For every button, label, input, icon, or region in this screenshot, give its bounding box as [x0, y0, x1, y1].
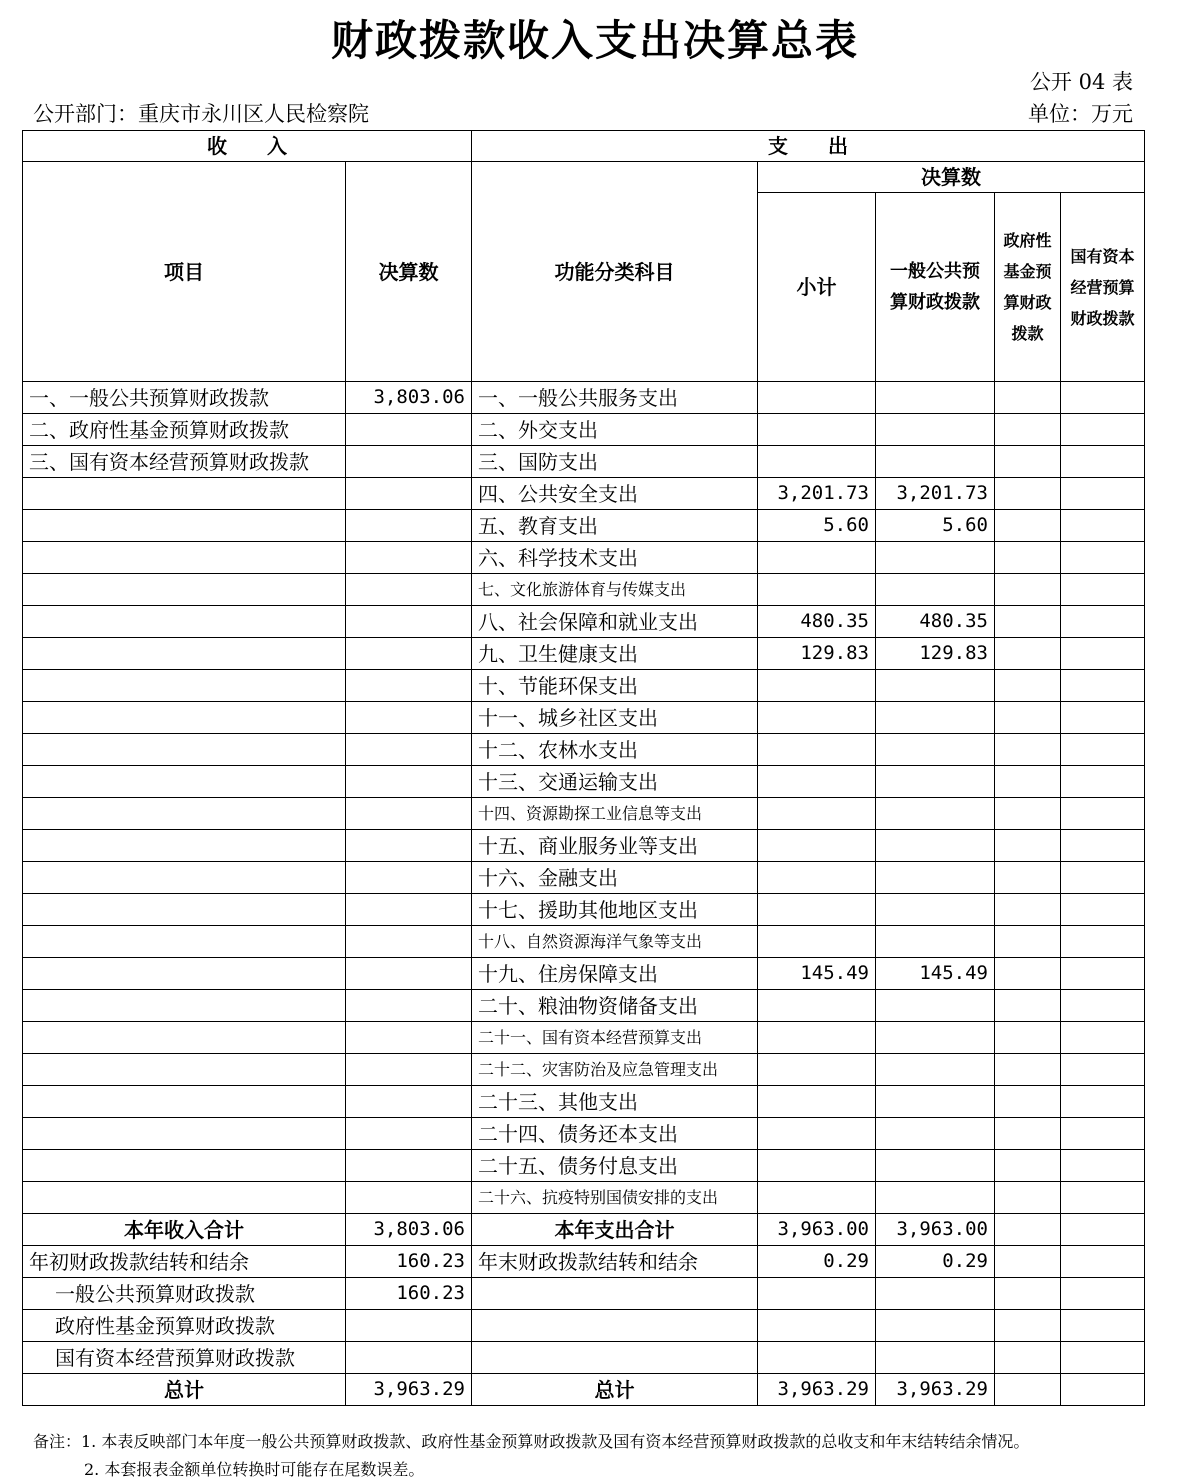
- expense-gov-fund: [995, 1054, 1061, 1086]
- empty-cell: [1061, 1342, 1145, 1374]
- expense-item: 十二、农林水支出: [472, 734, 758, 766]
- expense-item: 十五、商业服务业等支出: [472, 830, 758, 862]
- expense-item: 二十二、灾害防治及应急管理支出: [472, 1054, 758, 1086]
- expense-general: [876, 1086, 995, 1118]
- expense-state-capital: [1061, 830, 1145, 862]
- expense-state-capital: [1061, 510, 1145, 542]
- expense-subtotal: [758, 734, 876, 766]
- expense-subtotal: [758, 990, 876, 1022]
- income-item: [23, 606, 346, 638]
- income-amount: [346, 862, 472, 894]
- expense-subtotal: 5.60: [758, 510, 876, 542]
- income-amount: [346, 414, 472, 446]
- form-number: 公开 04 表: [1029, 70, 1133, 94]
- table-row: [23, 638, 1145, 670]
- income-amount: [346, 542, 472, 574]
- expense-state-capital: [1061, 1118, 1145, 1150]
- table-row: [23, 606, 1145, 638]
- expense-state-capital: [1061, 382, 1145, 414]
- income-amount: [346, 734, 472, 766]
- year-income-label: 本年收入合计: [23, 1214, 346, 1246]
- year-income-amount: 3,803.06: [346, 1214, 472, 1246]
- income-item: [23, 734, 346, 766]
- income-amount: [346, 830, 472, 862]
- expense-state-capital: [1061, 670, 1145, 702]
- income-item: [23, 478, 346, 510]
- expense-state-capital: [1061, 478, 1145, 510]
- expense-state-capital: [1061, 926, 1145, 958]
- table-row: [23, 766, 1145, 798]
- expense-general: 480.35: [876, 606, 995, 638]
- empty-cell: [995, 1342, 1061, 1374]
- expense-subtotal: [758, 414, 876, 446]
- total-row: [23, 1310, 1145, 1342]
- expense-general: [876, 542, 995, 574]
- expense-subtotal: [758, 542, 876, 574]
- year-expense-subtotal: 3,963.00: [758, 1214, 876, 1246]
- income-amount: [346, 1022, 472, 1054]
- expense-state-capital: [1061, 734, 1145, 766]
- expense-gov-fund: [995, 606, 1061, 638]
- expense-item: 十一、城乡社区支出: [472, 702, 758, 734]
- table-row: [23, 542, 1145, 574]
- empty-cell: [472, 1310, 758, 1342]
- expense-subtotal: 480.35: [758, 606, 876, 638]
- end-balance-label: 年末财政拨款结转和结余: [472, 1246, 758, 1278]
- expense-general: [876, 1054, 995, 1086]
- expense-gov-fund: [995, 830, 1061, 862]
- empty-cell: [758, 1310, 876, 1342]
- expense-subtotal: [758, 702, 876, 734]
- expense-state-capital: [1061, 542, 1145, 574]
- expense-gov-fund: [995, 638, 1061, 670]
- expense-general: [876, 1118, 995, 1150]
- empty-cell: [995, 1278, 1061, 1310]
- expense-general: 129.83: [876, 638, 995, 670]
- expense-general: [876, 382, 995, 414]
- expense-general: [876, 798, 995, 830]
- expense-subtotal: [758, 574, 876, 606]
- expense-item: 五、教育支出: [472, 510, 758, 542]
- expense-gov-fund: [995, 894, 1061, 926]
- grand-total-income: 3,963.29: [346, 1374, 472, 1406]
- expense-general: [876, 894, 995, 926]
- table-row: [23, 990, 1145, 1022]
- empty-cell: [995, 1214, 1061, 1246]
- income-item: [23, 1054, 346, 1086]
- table-row: [23, 734, 1145, 766]
- table-row: [23, 1182, 1145, 1214]
- expense-subtotal: [758, 894, 876, 926]
- income-item: [23, 894, 346, 926]
- income-amount: [346, 1118, 472, 1150]
- income-item: [23, 510, 346, 542]
- expense-subtotal: [758, 1022, 876, 1054]
- expense-state-capital: [1061, 1022, 1145, 1054]
- expense-general: [876, 446, 995, 478]
- expense-gov-fund: [995, 414, 1061, 446]
- income-item: [23, 766, 346, 798]
- expense-item: 十九、住房保障支出: [472, 958, 758, 990]
- expense-state-capital: [1061, 1182, 1145, 1214]
- expense-general: 5.60: [876, 510, 995, 542]
- note-1: 备注：1. 本表反映部门本年度一般公共预算财政拨款、政府性基金预算财政拨款及国有资本经营预算财政拨款的总收支和年末结转结余情况。: [33, 1432, 1030, 1451]
- expense-gov-fund: [995, 798, 1061, 830]
- expense-gov-fund: [995, 382, 1061, 414]
- budget-table: [22, 130, 1145, 1406]
- income-item: [23, 1086, 346, 1118]
- income-amount: [346, 926, 472, 958]
- end-balance-general: 0.29: [876, 1246, 995, 1278]
- empty-cell: [995, 1374, 1061, 1406]
- income-amount: [346, 606, 472, 638]
- income-item: [23, 670, 346, 702]
- expense-item: 二十、粮油物资储备支出: [472, 990, 758, 1022]
- income-header: 收 入: [23, 131, 472, 162]
- expense-item: 十三、交通运输支出: [472, 766, 758, 798]
- income-item: [23, 1150, 346, 1182]
- expense-state-capital: [1061, 606, 1145, 638]
- expense-subtotal: [758, 1118, 876, 1150]
- begin-capital-label: 国有资本经营预算财政拨款: [23, 1342, 346, 1374]
- empty-cell: [1061, 1310, 1145, 1342]
- expense-gov-fund: [995, 670, 1061, 702]
- income-amount: [346, 478, 472, 510]
- expense-item: 十、节能环保支出: [472, 670, 758, 702]
- expense-item: 二十六、抗疫特别国债安排的支出: [472, 1182, 758, 1214]
- expense-gov-fund: [995, 958, 1061, 990]
- empty-cell: [1061, 1246, 1145, 1278]
- income-item: [23, 926, 346, 958]
- expense-gov-fund: [995, 862, 1061, 894]
- begin-general-amount: 160.23: [346, 1278, 472, 1310]
- note-2: 2. 本套报表金额单位转换时可能存在尾数误差。: [84, 1460, 425, 1479]
- year-expense-label: 本年支出合计: [472, 1214, 758, 1246]
- income-amount: [346, 798, 472, 830]
- expense-gov-fund: [995, 702, 1061, 734]
- department-label: 公开部门：重庆市永川区人民检察院: [33, 102, 369, 126]
- expense-subtotal: [758, 926, 876, 958]
- expense-subtotal: [758, 382, 876, 414]
- expense-gov-fund: [995, 734, 1061, 766]
- page-title: 财政拨款收入支出决算总表: [330, 16, 859, 65]
- expense-item: 一、一般公共服务支出: [472, 382, 758, 414]
- expense-item: 六、科学技术支出: [472, 542, 758, 574]
- income-amount: [346, 766, 472, 798]
- empty-cell: [995, 1246, 1061, 1278]
- empty-cell: [1061, 1278, 1145, 1310]
- grand-total-general: 3,963.29: [876, 1374, 995, 1406]
- expense-state-capital: [1061, 798, 1145, 830]
- expense-gov-fund: [995, 926, 1061, 958]
- grand-total-label: 总计: [23, 1374, 346, 1406]
- year-expense-general: 3,963.00: [876, 1214, 995, 1246]
- income-amount: [346, 958, 472, 990]
- expense-general: [876, 990, 995, 1022]
- expense-state-capital: [1061, 446, 1145, 478]
- expense-subtotal: [758, 862, 876, 894]
- income-item: [23, 862, 346, 894]
- income-item: 三、国有资本经营预算财政拨款: [23, 446, 346, 478]
- expense-subtotal: [758, 446, 876, 478]
- total-row: [23, 1214, 1145, 1246]
- expense-general: [876, 734, 995, 766]
- expense-state-capital: [1061, 638, 1145, 670]
- empty-cell: [876, 1342, 995, 1374]
- income-amount: [346, 894, 472, 926]
- expense-item: 二十五、债务付息支出: [472, 1150, 758, 1182]
- income-item: [23, 1022, 346, 1054]
- expense-state-capital: [1061, 1086, 1145, 1118]
- expense-subtotal: 145.49: [758, 958, 876, 990]
- expense-item: 二十三、其他支出: [472, 1086, 758, 1118]
- expense-state-capital: [1061, 702, 1145, 734]
- expense-state-capital: [1061, 766, 1145, 798]
- expense-item: 十四、资源勘探工业信息等支出: [472, 798, 758, 830]
- expense-subtotal: [758, 766, 876, 798]
- expense-header: 支 出: [472, 131, 1145, 162]
- empty-cell: [758, 1342, 876, 1374]
- income-item: [23, 1118, 346, 1150]
- expense-general: 3,201.73: [876, 478, 995, 510]
- expense-general: 145.49: [876, 958, 995, 990]
- begin-balance-amount: 160.23: [346, 1246, 472, 1278]
- begin-fund-amount: [346, 1310, 472, 1342]
- expense-state-capital: [1061, 574, 1145, 606]
- expense-general: [876, 670, 995, 702]
- expense-general: [876, 862, 995, 894]
- expense-gov-fund: [995, 478, 1061, 510]
- income-amount: [346, 702, 472, 734]
- expense-subtotal: [758, 1182, 876, 1214]
- income-item: [23, 798, 346, 830]
- subtotal-header: 小计: [758, 193, 876, 382]
- gov-fund-header: 政府性基金预算财政拨款: [995, 193, 1061, 382]
- table-row: [23, 574, 1145, 606]
- expense-state-capital: [1061, 958, 1145, 990]
- begin-general-label: 一般公共预算财政拨款: [23, 1278, 346, 1310]
- expense-gov-fund: [995, 766, 1061, 798]
- expense-general: [876, 1182, 995, 1214]
- table-row: [23, 478, 1145, 510]
- general-budget-header: 一般公共预算财政拨款: [876, 193, 995, 382]
- table-row: [23, 1086, 1145, 1118]
- expense-item: 九、卫生健康支出: [472, 638, 758, 670]
- expense-item: 四、公共安全支出: [472, 478, 758, 510]
- expense-state-capital: [1061, 414, 1145, 446]
- expense-subtotal: [758, 830, 876, 862]
- table-row: [23, 830, 1145, 862]
- table-row: [23, 894, 1145, 926]
- table-row: [23, 1150, 1145, 1182]
- expense-state-capital: [1061, 862, 1145, 894]
- empty-cell: [1061, 1374, 1145, 1406]
- table-row: [23, 926, 1145, 958]
- expense-gov-fund: [995, 1086, 1061, 1118]
- begin-balance-label: 年初财政拨款结转和结余: [23, 1246, 346, 1278]
- expense-general: [876, 1022, 995, 1054]
- expense-state-capital: [1061, 894, 1145, 926]
- expense-subtotal: 129.83: [758, 638, 876, 670]
- expense-subtotal: [758, 1086, 876, 1118]
- income-amount: [346, 1182, 472, 1214]
- income-item: [23, 574, 346, 606]
- table-row: [23, 414, 1145, 446]
- empty-cell: [1061, 1214, 1145, 1246]
- grand-total-subtotal: 3,963.29: [758, 1374, 876, 1406]
- expense-item: 十七、援助其他地区支出: [472, 894, 758, 926]
- expense-item: 二、外交支出: [472, 414, 758, 446]
- table-row: [23, 510, 1145, 542]
- expense-gov-fund: [995, 1150, 1061, 1182]
- table-row: [23, 862, 1145, 894]
- income-item: 一、一般公共预算财政拨款: [23, 382, 346, 414]
- expense-subtotal: 3,201.73: [758, 478, 876, 510]
- expense-gov-fund: [995, 990, 1061, 1022]
- income-item: [23, 542, 346, 574]
- expense-gov-fund: [995, 1118, 1061, 1150]
- expense-item: 八、社会保障和就业支出: [472, 606, 758, 638]
- income-amount: [346, 638, 472, 670]
- total-row: [23, 1374, 1145, 1406]
- empty-cell: [876, 1278, 995, 1310]
- expense-gov-fund: [995, 542, 1061, 574]
- empty-cell: [995, 1310, 1061, 1342]
- begin-capital-amount: [346, 1342, 472, 1374]
- empty-cell: [758, 1278, 876, 1310]
- table-row: [23, 670, 1145, 702]
- income-item: [23, 702, 346, 734]
- expense-state-capital: [1061, 1054, 1145, 1086]
- income-amount: [346, 446, 472, 478]
- total-row: [23, 1246, 1145, 1278]
- table-row: [23, 1022, 1145, 1054]
- unit-label: 单位：万元: [1028, 102, 1133, 126]
- expense-general: [876, 830, 995, 862]
- income-item: [23, 990, 346, 1022]
- expense-item: 三、国防支出: [472, 446, 758, 478]
- expense-general: [876, 1150, 995, 1182]
- expense-gov-fund: [995, 510, 1061, 542]
- expense-subtotal: [758, 1150, 876, 1182]
- amount-header: 决算数: [346, 162, 472, 382]
- income-item: [23, 958, 346, 990]
- table-row: [23, 382, 1145, 414]
- income-amount: [346, 990, 472, 1022]
- expense-subtotal: [758, 1054, 876, 1086]
- begin-fund-label: 政府性基金预算财政拨款: [23, 1310, 346, 1342]
- income-amount: [346, 510, 472, 542]
- notes: [33, 1428, 1029, 1484]
- income-item: [23, 830, 346, 862]
- expense-gov-fund: [995, 1182, 1061, 1214]
- state-capital-header: 国有资本经营预算财政拨款: [1061, 193, 1145, 382]
- expense-general: [876, 414, 995, 446]
- empty-cell: [876, 1310, 995, 1342]
- final-amount-header: 决算数: [758, 162, 1145, 193]
- expense-subtotal: [758, 798, 876, 830]
- table-row: [23, 1118, 1145, 1150]
- income-item: 二、政府性基金预算财政拨款: [23, 414, 346, 446]
- expense-general: [876, 926, 995, 958]
- total-row: [23, 1278, 1145, 1310]
- expense-gov-fund: [995, 1022, 1061, 1054]
- table-row: [23, 958, 1145, 990]
- income-amount: 3,803.06: [346, 382, 472, 414]
- income-amount: [346, 1086, 472, 1118]
- expense-item: 二十四、债务还本支出: [472, 1118, 758, 1150]
- grand-total-expense-label: 总计: [472, 1374, 758, 1406]
- income-amount: [346, 670, 472, 702]
- expense-state-capital: [1061, 990, 1145, 1022]
- end-balance-subtotal: 0.29: [758, 1246, 876, 1278]
- expense-item: 十八、自然资源海洋气象等支出: [472, 926, 758, 958]
- income-item: [23, 1182, 346, 1214]
- expense-gov-fund: [995, 446, 1061, 478]
- table-row: [23, 702, 1145, 734]
- expense-general: [876, 766, 995, 798]
- total-row: [23, 1342, 1145, 1374]
- table-row: [23, 798, 1145, 830]
- income-amount: [346, 574, 472, 606]
- expense-general: [876, 574, 995, 606]
- empty-cell: [472, 1342, 758, 1374]
- item-header: 项目: [23, 162, 346, 382]
- empty-cell: [472, 1278, 758, 1310]
- table-row: [23, 446, 1145, 478]
- expense-general: [876, 702, 995, 734]
- table-row: [23, 1054, 1145, 1086]
- income-amount: [346, 1054, 472, 1086]
- income-item: [23, 638, 346, 670]
- expense-subtotal: [758, 670, 876, 702]
- expense-item: 七、文化旅游体育与传媒支出: [472, 574, 758, 606]
- func-subject-header: 功能分类科目: [472, 162, 758, 382]
- expense-item: 十六、金融支出: [472, 862, 758, 894]
- expense-gov-fund: [995, 574, 1061, 606]
- expense-item: 二十一、国有资本经营预算支出: [472, 1022, 758, 1054]
- income-amount: [346, 1150, 472, 1182]
- expense-state-capital: [1061, 1150, 1145, 1182]
